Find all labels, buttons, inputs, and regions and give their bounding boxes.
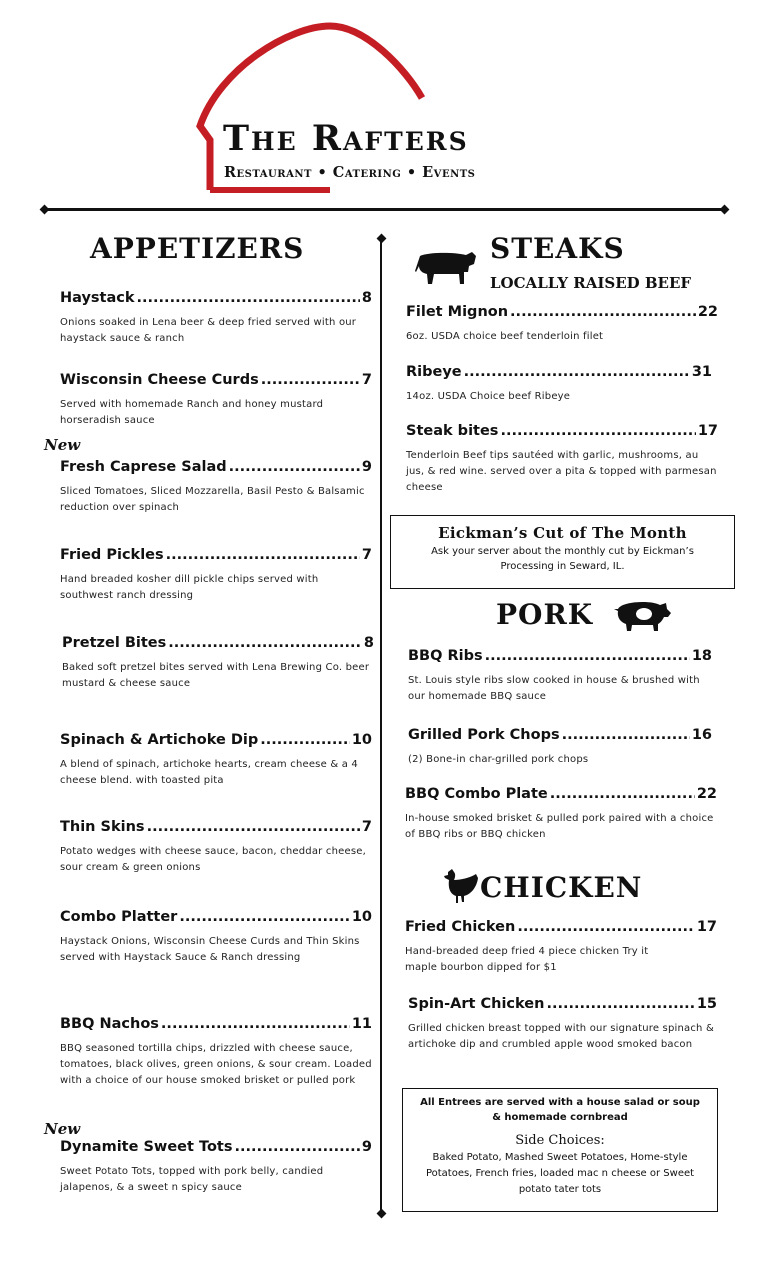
new-badge: New xyxy=(44,1120,81,1138)
menu-item-sweet-tots xyxy=(60,1138,372,1196)
item-name: Fried Chicken xyxy=(405,919,516,935)
item-description: St. Louis style ribs slow cooked in house & brushed with our homemade BBQ sauce xyxy=(408,675,700,702)
item-name: Fried Pickles xyxy=(60,547,164,563)
menu-item-haystack xyxy=(60,289,372,347)
brand-name: The Rafters xyxy=(223,118,469,159)
item-price: 16 xyxy=(691,727,712,743)
item-price: 15 xyxy=(696,996,717,1012)
side-choices-title: Side Choices: xyxy=(515,1133,605,1148)
item-price: 9 xyxy=(361,1139,372,1155)
menu-item-pretzel-bites xyxy=(62,634,374,692)
cut-of-month-box xyxy=(390,515,735,589)
item-description: Sweet Potato Tots, topped with pork belly, candied jalapenos, & a sweet n spicy sauce xyxy=(60,1166,324,1193)
menu-item-steak-bites xyxy=(406,422,718,496)
item-description: Onions soaked in Lena beer & deep fried served with our haystack sauce & ranch xyxy=(60,317,357,344)
chicken-icon xyxy=(440,866,480,906)
pig-icon xyxy=(612,597,672,633)
item-description: Haystack Onions, Wisconsin Cheese Curds and Thin Skins served with Haystack Sauce & Ranch dressing xyxy=(60,936,360,963)
item-name: Combo Platter xyxy=(60,909,178,925)
item-name: Fresh Caprese Salad xyxy=(60,459,227,475)
item-name: Haystack xyxy=(60,290,135,306)
menu-item-thin-skins xyxy=(60,818,372,876)
item-price: 8 xyxy=(361,290,372,306)
menu-item-bbq-combo xyxy=(405,785,717,843)
item-description: Sliced Tomatoes, Sliced Mozzarella, Basil Pesto & Balsamic reduction over spinach xyxy=(60,486,365,513)
item-price: 11 xyxy=(351,1016,372,1032)
item-description: Hand-breaded deep fried 4 piece chicken Try it maple bourbon dipped for $1 xyxy=(405,946,649,973)
item-description: BBQ seasoned tortilla chips, drizzled with cheese sauce, tomatoes, black olives, green onions, & sour cream. Loaded with a choice of our house smoked brisket or pulled pork xyxy=(60,1043,372,1086)
side-choices-list: Baked Potato, Mashed Sweet Potatoes, Home-style Potatoes, French fries, loaded mac n cheese or Sweet potato tater tots xyxy=(425,1152,695,1195)
item-name: Thin Skins xyxy=(60,819,145,835)
item-name: BBQ Nachos xyxy=(60,1016,159,1032)
item-name: Steak bites xyxy=(406,423,499,439)
cut-of-month-text: Ask your server about the monthly cut by Eickman’s Processing in Seward, IL. xyxy=(431,546,694,572)
item-price: 10 xyxy=(351,732,372,748)
item-price: 18 xyxy=(691,648,712,664)
item-price: 7 xyxy=(361,372,372,388)
item-description: 14oz. USDA Choice beef Ribeye xyxy=(406,391,571,402)
item-price: 7 xyxy=(361,547,372,563)
item-price: 7 xyxy=(361,819,372,835)
menu-item-fried-chicken xyxy=(405,918,717,976)
item-price: 17 xyxy=(697,423,718,439)
chicken-title: CHICKEN xyxy=(480,871,643,904)
menu-item-caprese-salad xyxy=(60,458,372,516)
column-divider xyxy=(380,238,382,1213)
item-name: BBQ Ribs xyxy=(408,648,483,664)
item-description: In-house smoked brisket & pulled pork paired with a choice of BBQ ribs or BBQ chicken xyxy=(405,813,714,840)
item-name: Dynamite Sweet Tots xyxy=(60,1139,233,1155)
item-name: Filet Mignon xyxy=(406,304,509,320)
item-price: 9 xyxy=(361,459,372,475)
item-price: 17 xyxy=(696,919,717,935)
appetizers-title: APPETIZERS xyxy=(90,232,305,265)
item-name: Wisconsin Cheese Curds xyxy=(60,372,259,388)
item-name: Spin-Art Chicken xyxy=(408,996,545,1012)
item-price: 8 xyxy=(363,635,374,651)
item-description: Tenderloin Beef tips sautéed with garlic, mushrooms, au jus, & red wine. served over a pita & topped with parmesan cheese xyxy=(406,450,717,493)
item-description: 6oz. USDA choice beef tenderloin filet xyxy=(406,331,604,342)
cow-icon xyxy=(414,246,478,288)
item-price: 31 xyxy=(691,364,712,380)
item-name: BBQ Combo Plate xyxy=(405,786,548,802)
cut-of-month-title: Eickman’s Cut of The Month xyxy=(438,524,687,542)
menu-item-bbq-nachos xyxy=(60,1015,372,1089)
item-description: Grilled chicken breast topped with our signature spinach & artichoke dip and crumbled apple wood smoked bacon xyxy=(408,1023,714,1050)
menu-item-cheese-curds xyxy=(60,371,372,429)
brand-tagline: Restaurant • Catering • Events xyxy=(224,164,476,181)
steaks-subtitle: LOCALLY RAISED BEEF xyxy=(490,274,692,292)
item-description: Potato wedges with cheese sauce, bacon, cheddar cheese, sour cream & green onions xyxy=(60,846,366,873)
steaks-title: STEAKS xyxy=(490,232,625,265)
item-description: Served with homemade Ranch and honey mustard horseradish sauce xyxy=(60,399,324,426)
item-name: Grilled Pork Chops xyxy=(408,727,560,743)
item-description: Baked soft pretzel bites served with Lena Brewing Co. beer mustard & cheese sauce xyxy=(62,662,370,689)
menu-item-spin-art-chicken xyxy=(408,995,717,1053)
item-price: 22 xyxy=(696,786,717,802)
new-badge: New xyxy=(44,436,81,454)
item-description: Hand breaded kosher dill pickle chips served with southwest ranch dressing xyxy=(60,574,319,601)
header-divider xyxy=(44,208,726,211)
menu-item-pork-chops xyxy=(408,726,712,768)
menu-item-spinach-dip xyxy=(60,731,372,789)
menu-item-fried-pickles xyxy=(60,546,372,604)
item-name: Ribeye xyxy=(406,364,462,380)
sides-box xyxy=(402,1088,718,1212)
item-description: A blend of spinach, artichoke hearts, cream cheese & a 4 cheese blend. with toasted pita xyxy=(60,759,358,786)
menu-item-combo-platter xyxy=(60,908,372,966)
column-divider-bottom-diamond xyxy=(377,1209,387,1219)
menu-item-bbq-ribs xyxy=(408,647,712,705)
item-name: Spinach & Artichoke Dip xyxy=(60,732,259,748)
menu-item-filet-mignon xyxy=(406,303,718,345)
entree-note: All Entrees are served with a house salad or soup & homemade cornbread xyxy=(420,1097,700,1123)
item-name: Pretzel Bites xyxy=(62,635,167,651)
item-price: 10 xyxy=(351,909,372,925)
divider-right-diamond xyxy=(720,205,730,215)
pork-title: PORK xyxy=(496,598,594,631)
item-price: 22 xyxy=(697,304,718,320)
item-description: (2) Bone-in char-grilled pork chops xyxy=(408,754,589,765)
menu-item-ribeye xyxy=(406,363,712,405)
